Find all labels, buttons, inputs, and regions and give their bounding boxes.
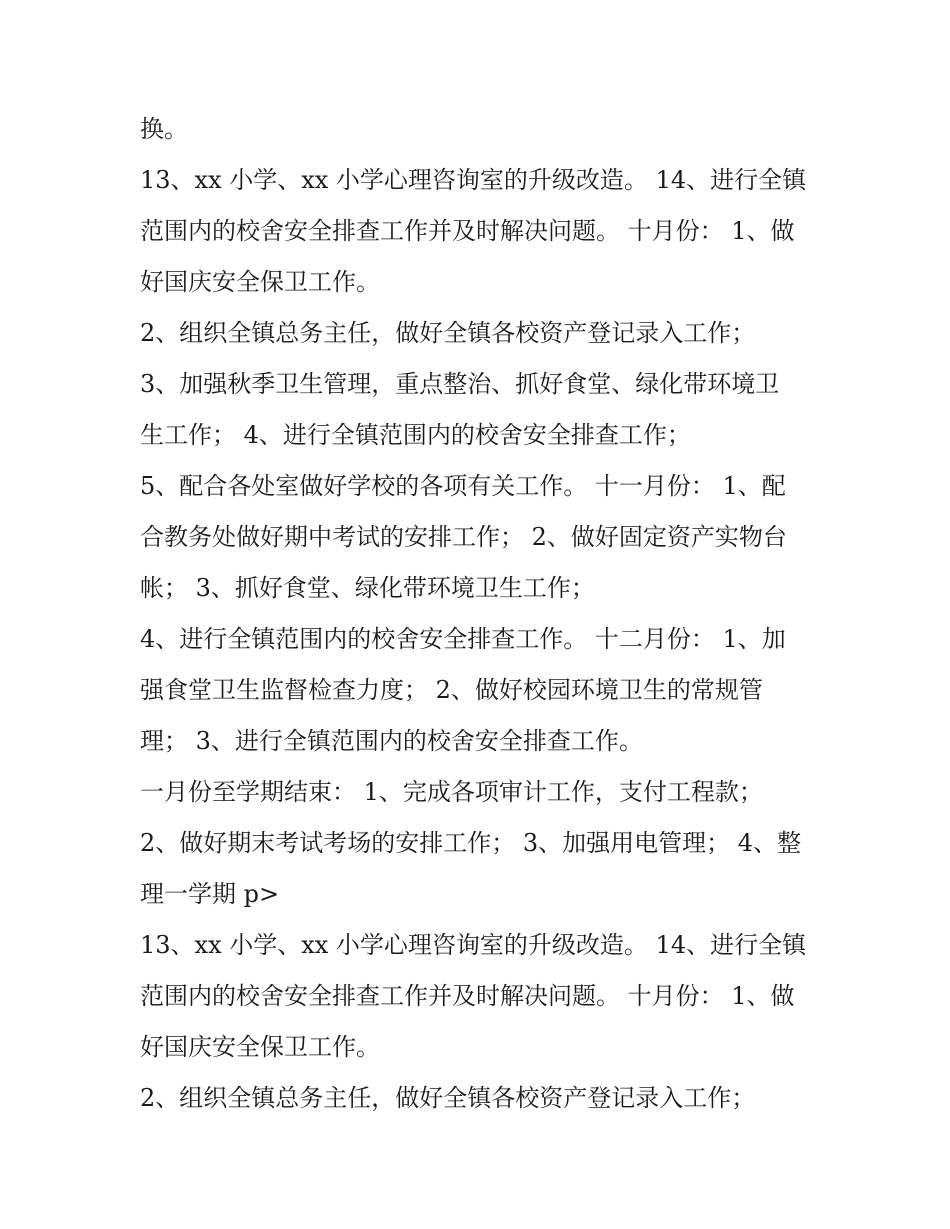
text-line: 5、配合各处室做好学校的各项有关工作。 十一月份： 1、配 — [140, 472, 786, 500]
text-line: 生工作； 4、进行全镇范围内的校舍安全排查工作； — [140, 421, 691, 449]
text-line: 理一学期 p> — [140, 880, 280, 908]
text-line: 2、组织全镇总务主任，做好全镇各校资产登记录入工作； — [140, 1084, 756, 1112]
text-line: 强食堂卫生监督检查力度； 2、做好校园环境卫生的常规管 — [140, 676, 763, 704]
text-line: 4、进行全镇范围内的校舍安全排查工作。 十二月份： 1、加 — [140, 625, 786, 653]
document-body — [140, 104, 820, 1124]
text-line: 范围内的校舍安全排查工作并及时解决问题。 十月份： 1、做 — [140, 217, 795, 245]
text-line: 一月份至学期结束： 1、完成各项审计工作，支付工程款； — [140, 778, 763, 806]
text-line: 好国庆安全保卫工作。 — [140, 1033, 380, 1061]
text-line: 2、组织全镇总务主任，做好全镇各校资产登记录入工作； — [140, 319, 756, 347]
text-line: 3、加强秋季卫生管理，重点整治、抓好食堂、绿化带环境卫 — [140, 370, 780, 398]
text-line: 理； 3、进行全镇范围内的校舍安全排查工作。 — [140, 727, 643, 755]
text-line: 13、xx 小学、xx 小学心理咨询室的升级改造。 14、进行全镇 — [140, 166, 807, 194]
text-line: 合教务处做好期中考试的安排工作； 2、做好固定资产实物台 — [140, 523, 787, 551]
text-line: 换。 — [140, 115, 188, 143]
text-line: 范围内的校舍安全排查工作并及时解决问题。 十月份： 1、做 — [140, 982, 795, 1010]
text-line: 好国庆安全保卫工作。 — [140, 268, 380, 296]
text-line: 帐； 3、抓好食堂、绿化带环境卫生工作； — [140, 574, 595, 602]
text-line: 13、xx 小学、xx 小学心理咨询室的升级改造。 14、进行全镇 — [140, 931, 807, 959]
text-line: 2、做好期末考试考场的安排工作； 3、加强用电管理； 4、整 — [140, 829, 802, 857]
